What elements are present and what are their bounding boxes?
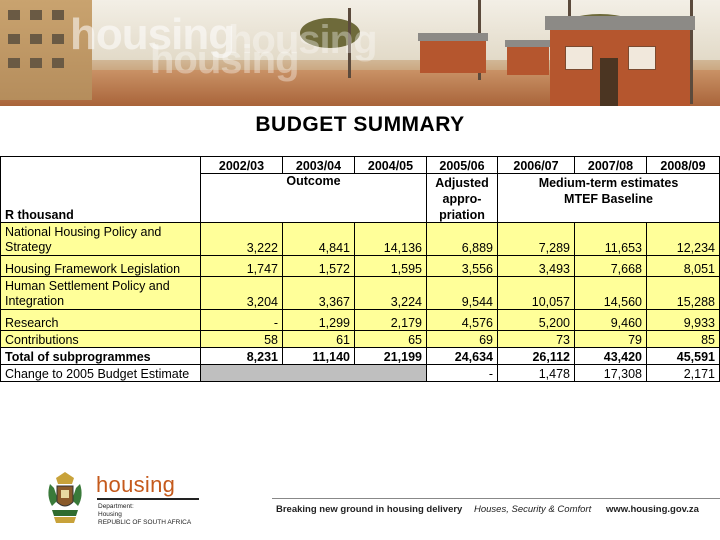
cell: 8,051 bbox=[647, 256, 720, 277]
adjusted-header: priation bbox=[427, 206, 498, 223]
cell: 2,171 bbox=[647, 365, 720, 382]
logo-divider bbox=[97, 498, 199, 500]
cell: 1,299 bbox=[283, 310, 355, 331]
outcome-header: Outcome bbox=[201, 174, 427, 223]
cell: 58 bbox=[201, 331, 283, 348]
banner-house bbox=[420, 41, 486, 73]
banner-watermark: housing bbox=[150, 38, 299, 82]
cell: 3,224 bbox=[355, 277, 427, 310]
cell: 4,576 bbox=[427, 310, 498, 331]
table-row bbox=[1, 310, 720, 331]
cell: 26,112 bbox=[498, 348, 575, 365]
cell: 11,140 bbox=[283, 348, 355, 365]
banner-roof bbox=[505, 40, 551, 47]
year-header: 2007/08 bbox=[575, 157, 647, 174]
banner-house bbox=[507, 47, 549, 75]
cell: 5,200 bbox=[498, 310, 575, 331]
cell: 11,653 bbox=[575, 223, 647, 256]
row-label: Research bbox=[1, 310, 201, 331]
mtef-baseline-header: MTEF Baseline bbox=[498, 190, 720, 206]
cell: 4,841 bbox=[283, 223, 355, 256]
total-row bbox=[1, 348, 720, 365]
banner-window bbox=[565, 46, 593, 70]
cell: 3,222 bbox=[201, 223, 283, 256]
header-banner bbox=[0, 0, 720, 106]
change-label: Change to 2005 Budget Estimate bbox=[1, 365, 201, 382]
banner-door bbox=[600, 58, 618, 106]
cell: 14,560 bbox=[575, 277, 647, 310]
cell: 3,204 bbox=[201, 277, 283, 310]
table-row bbox=[1, 277, 720, 310]
cell: 1,747 bbox=[201, 256, 283, 277]
cell: 85 bbox=[647, 331, 720, 348]
cell: 1,572 bbox=[283, 256, 355, 277]
year-header: 2006/07 bbox=[498, 157, 575, 174]
footer-slogan: Houses, Security & Comfort bbox=[474, 504, 592, 515]
cell: 3,556 bbox=[427, 256, 498, 277]
cell: 10,057 bbox=[498, 277, 575, 310]
banner-watermark: housing bbox=[70, 10, 235, 59]
total-label: Total of subprogrammes bbox=[1, 348, 201, 365]
table-row bbox=[1, 331, 720, 348]
cell: 21,199 bbox=[355, 348, 427, 365]
cell: 6,889 bbox=[427, 223, 498, 256]
cell: 9,460 bbox=[575, 310, 647, 331]
coat-of-arms-icon bbox=[44, 470, 86, 526]
cell: 43,420 bbox=[575, 348, 647, 365]
mtef-spacer bbox=[498, 206, 720, 223]
cell: 14,136 bbox=[355, 223, 427, 256]
cell: - bbox=[427, 365, 498, 382]
cell: 17,308 bbox=[575, 365, 647, 382]
cell: 15,288 bbox=[647, 277, 720, 310]
banner-roof bbox=[418, 33, 488, 41]
cell: 8,231 bbox=[201, 348, 283, 365]
banner-roof bbox=[545, 16, 695, 30]
cell: 61 bbox=[283, 331, 355, 348]
gray-cell bbox=[201, 365, 427, 382]
change-row bbox=[1, 365, 720, 382]
row-label: Human Settlement Policy and Integration bbox=[1, 277, 201, 310]
cell: - bbox=[201, 310, 283, 331]
cell: 45,591 bbox=[647, 348, 720, 365]
cell: 9,933 bbox=[647, 310, 720, 331]
department-label bbox=[98, 503, 191, 527]
unit-label: R thousand bbox=[1, 157, 201, 223]
row-label: Housing Framework Legislation bbox=[1, 256, 201, 277]
cell: 24,634 bbox=[427, 348, 498, 365]
cell: 7,668 bbox=[575, 256, 647, 277]
cell: 2,179 bbox=[355, 310, 427, 331]
cell: 69 bbox=[427, 331, 498, 348]
housing-logo: housing bbox=[96, 472, 176, 497]
header-years-row bbox=[1, 157, 720, 174]
year-header: 2008/09 bbox=[647, 157, 720, 174]
cell: 79 bbox=[575, 331, 647, 348]
dept-line: Housing bbox=[98, 511, 122, 518]
cell: 7,289 bbox=[498, 223, 575, 256]
footer-tagline: Breaking new ground in housing delivery bbox=[276, 504, 463, 515]
year-header: 2004/05 bbox=[355, 157, 427, 174]
footer-divider bbox=[272, 498, 720, 499]
cell: 12,234 bbox=[647, 223, 720, 256]
table-row bbox=[1, 256, 720, 277]
year-header: 2003/04 bbox=[283, 157, 355, 174]
banner-watermark: housing bbox=[228, 18, 377, 62]
cell: 73 bbox=[498, 331, 575, 348]
year-header: 2005/06 bbox=[427, 157, 498, 174]
year-header: 2002/03 bbox=[201, 157, 283, 174]
cell: 9,544 bbox=[427, 277, 498, 310]
footer-url[interactable]: www.housing.gov.za bbox=[606, 504, 699, 515]
adjusted-header: Adjusted bbox=[427, 174, 498, 191]
budget-table bbox=[0, 156, 720, 382]
cell: 1,478 bbox=[498, 365, 575, 382]
page-title: BUDGET SUMMARY bbox=[255, 113, 465, 136]
cell: 1,595 bbox=[355, 256, 427, 277]
cell: 3,367 bbox=[283, 277, 355, 310]
cell: 65 bbox=[355, 331, 427, 348]
table-row bbox=[1, 223, 720, 256]
row-label: Contributions bbox=[1, 331, 201, 348]
mtef-header: Medium-term estimates bbox=[498, 174, 720, 191]
cell: 3,493 bbox=[498, 256, 575, 277]
banner-window bbox=[628, 46, 656, 70]
dept-line: REPUBLIC OF SOUTH AFRICA bbox=[98, 519, 192, 526]
row-label: National Housing Policy and Strategy bbox=[1, 223, 201, 256]
dept-line: Department: bbox=[98, 503, 134, 510]
adjusted-header: appro- bbox=[427, 190, 498, 206]
